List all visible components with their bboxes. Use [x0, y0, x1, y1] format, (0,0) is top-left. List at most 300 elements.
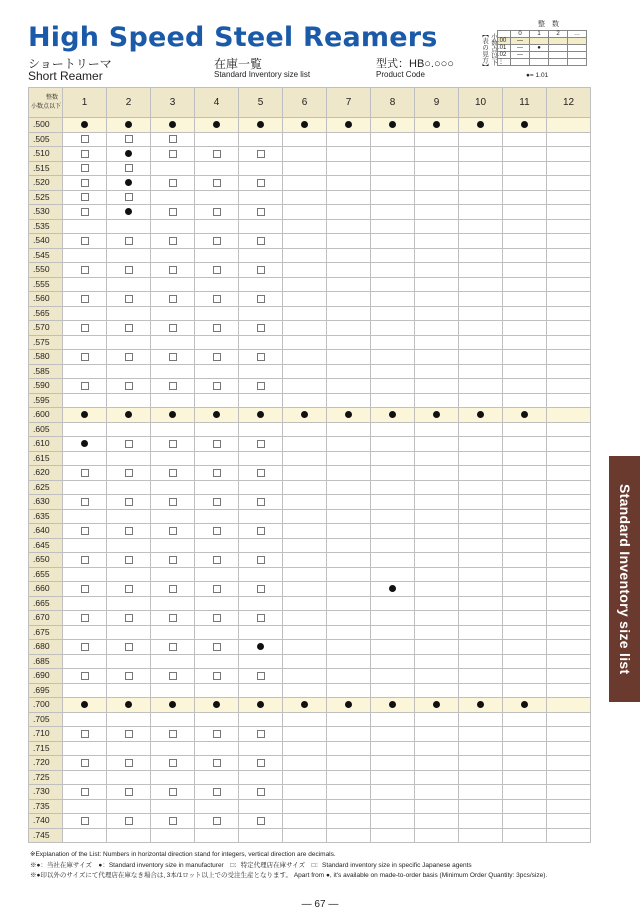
- table-cell: [327, 495, 371, 510]
- table-cell: [371, 770, 415, 785]
- row-decimal-label: .670: [29, 611, 63, 626]
- table-cell: [415, 524, 459, 539]
- table-row: [29, 147, 591, 162]
- table-cell: [107, 263, 151, 278]
- table-cell: [547, 741, 591, 756]
- legend-cell: [549, 59, 568, 66]
- note-explanation: ※Explanation of the List: Numbers in horizontal direction stand for integers, vertical direction are decimals.: [30, 851, 336, 858]
- legend-cell: [549, 38, 568, 45]
- table-cell: [283, 379, 327, 394]
- legend-corner-cell: [498, 31, 511, 38]
- table-cell: [107, 306, 151, 321]
- table-cell: [547, 466, 591, 481]
- table-cell: [459, 321, 503, 336]
- table-cell: [107, 118, 151, 133]
- table-cell: [151, 205, 195, 220]
- table-row: [29, 263, 591, 278]
- table-cell: [459, 350, 503, 365]
- agent-stock-square-icon: [81, 150, 89, 158]
- agent-stock-square-icon: [125, 672, 133, 680]
- table-cell: [371, 727, 415, 742]
- table-cell: [327, 277, 371, 292]
- table-cell: [151, 727, 195, 742]
- table-cell: [503, 190, 547, 205]
- table-cell: [415, 321, 459, 336]
- table-cell: [459, 422, 503, 437]
- table-cell: [327, 118, 371, 133]
- table-cell: [503, 335, 547, 350]
- table-cell: [459, 466, 503, 481]
- table-cell: [371, 219, 415, 234]
- table-cell: [547, 321, 591, 336]
- agent-stock-square-icon: [169, 440, 177, 448]
- column-header-7: 7: [327, 88, 371, 118]
- table-cell: [503, 495, 547, 510]
- agent-stock-square-icon: [81, 237, 89, 245]
- table-cell: [239, 582, 283, 597]
- table-cell: [107, 756, 151, 771]
- table-cell: [107, 596, 151, 611]
- manufacturer-stock-dot-icon: [125, 179, 132, 186]
- table-cell: [415, 654, 459, 669]
- table-cell: [415, 234, 459, 249]
- table-cell: [195, 756, 239, 771]
- product-code-caption: Product Code: [376, 70, 425, 79]
- table-cell: [415, 379, 459, 394]
- row-decimal-label: .640: [29, 524, 63, 539]
- table-cell: [415, 451, 459, 466]
- agent-stock-square-icon: [257, 585, 265, 593]
- table-cell: [327, 538, 371, 553]
- row-decimal-label: .525: [29, 190, 63, 205]
- agent-stock-square-icon: [81, 324, 89, 332]
- table-cell: [107, 698, 151, 713]
- row-decimal-label: .725: [29, 770, 63, 785]
- table-cell: [151, 625, 195, 640]
- table-cell: [371, 799, 415, 814]
- table-cell: [371, 596, 415, 611]
- table-row: [29, 161, 591, 176]
- table-cell: [503, 451, 547, 466]
- table-cell: [371, 625, 415, 640]
- table-cell: [415, 712, 459, 727]
- table-cell: [503, 161, 547, 176]
- table-cell: [503, 596, 547, 611]
- row-decimal-label: .680: [29, 640, 63, 655]
- table-cell: [459, 625, 503, 640]
- table-cell: [459, 306, 503, 321]
- table-cell: [503, 219, 547, 234]
- table-cell: [459, 480, 503, 495]
- table-cell: [195, 741, 239, 756]
- table-cell: [239, 524, 283, 539]
- table-cell: [547, 596, 591, 611]
- table-cell: [63, 553, 107, 568]
- table-cell: [239, 393, 283, 408]
- table-cell: [503, 205, 547, 220]
- agent-stock-square-icon: [213, 643, 221, 651]
- table-cell: [283, 524, 327, 539]
- manufacturer-stock-dot-icon: [257, 643, 264, 650]
- table-cell: [283, 248, 327, 263]
- table-cell: [239, 814, 283, 829]
- table-row: [29, 234, 591, 249]
- legend-row: [498, 38, 587, 45]
- table-cell: [459, 263, 503, 278]
- table-cell: [371, 611, 415, 626]
- manufacturer-stock-dot-icon: [521, 411, 528, 418]
- table-cell: [415, 727, 459, 742]
- table-cell: [547, 799, 591, 814]
- table-cell: [371, 422, 415, 437]
- table-cell: [415, 611, 459, 626]
- table-cell: [151, 408, 195, 423]
- agent-stock-square-icon: [169, 527, 177, 535]
- table-row: [29, 176, 591, 191]
- table-cell: [327, 147, 371, 162]
- table-cell: [415, 814, 459, 829]
- table-cell: [239, 161, 283, 176]
- table-cell: [547, 727, 591, 742]
- table-cell: [283, 466, 327, 481]
- inventory-label-english: Standard Inventory size list: [214, 70, 311, 79]
- row-decimal-label: .685: [29, 654, 63, 669]
- table-row: [29, 350, 591, 365]
- agent-stock-square-icon: [213, 353, 221, 361]
- table-cell: [459, 712, 503, 727]
- agent-stock-square-icon: [213, 788, 221, 796]
- table-cell: [239, 669, 283, 684]
- table-cell: [195, 263, 239, 278]
- table-cell: [415, 292, 459, 307]
- table-cell: [239, 741, 283, 756]
- table-cell: [151, 712, 195, 727]
- row-decimal-label: .665: [29, 596, 63, 611]
- agent-stock-square-icon: [169, 643, 177, 651]
- legend-col-header: …: [568, 31, 587, 38]
- table-cell: [195, 176, 239, 191]
- table-cell: [503, 509, 547, 524]
- table-cell: [415, 248, 459, 263]
- table-cell: [415, 596, 459, 611]
- table-cell: [63, 466, 107, 481]
- table-cell: [459, 393, 503, 408]
- table-cell: [107, 582, 151, 597]
- table-cell: [195, 828, 239, 843]
- table-cell: [239, 437, 283, 452]
- table-cell: [371, 669, 415, 684]
- table-cell: [151, 350, 195, 365]
- table-cell: [63, 364, 107, 379]
- table-cell: [503, 654, 547, 669]
- table-cell: [63, 509, 107, 524]
- table-cell: [415, 422, 459, 437]
- table-cell: [503, 698, 547, 713]
- table-cell: [239, 234, 283, 249]
- table-cell: [63, 132, 107, 147]
- table-cell: [503, 712, 547, 727]
- agent-stock-square-icon: [213, 208, 221, 216]
- table-row: [29, 422, 591, 437]
- table-cell: [371, 538, 415, 553]
- table-cell: [327, 567, 371, 582]
- agent-stock-square-icon: [213, 382, 221, 390]
- table-cell: [239, 640, 283, 655]
- manufacturer-stock-dot-icon: [521, 121, 528, 128]
- table-cell: [371, 480, 415, 495]
- table-row: [29, 669, 591, 684]
- table-cell: [459, 292, 503, 307]
- table-cell: [239, 799, 283, 814]
- table-cell: [503, 408, 547, 423]
- table-cell: [283, 350, 327, 365]
- table-cell: [151, 596, 195, 611]
- row-decimal-label: .595: [29, 393, 63, 408]
- row-decimal-label: .565: [29, 306, 63, 321]
- table-cell: [503, 393, 547, 408]
- table-cell: [283, 219, 327, 234]
- table-cell: [107, 451, 151, 466]
- table-cell: [239, 277, 283, 292]
- table-row: [29, 785, 591, 800]
- table-cell: [151, 234, 195, 249]
- manufacturer-stock-dot-icon: [81, 701, 88, 708]
- table-cell: [195, 640, 239, 655]
- table-cell: [283, 683, 327, 698]
- table-cell: [547, 756, 591, 771]
- table-cell: [107, 161, 151, 176]
- table-cell: [415, 495, 459, 510]
- table-cell: [107, 248, 151, 263]
- table-cell: [547, 379, 591, 394]
- table-cell: [327, 669, 371, 684]
- table-cell: [415, 147, 459, 162]
- table-cell: [151, 379, 195, 394]
- table-cell: [371, 698, 415, 713]
- table-cell: [327, 553, 371, 568]
- agent-stock-square-icon: [169, 498, 177, 506]
- table-cell: [371, 306, 415, 321]
- row-decimal-label: .620: [29, 466, 63, 481]
- table-cell: [107, 495, 151, 510]
- table-cell: [151, 698, 195, 713]
- table-cell: [371, 466, 415, 481]
- agent-stock-square-icon: [213, 266, 221, 274]
- table-cell: [63, 408, 107, 423]
- table-cell: [151, 466, 195, 481]
- table-cell: [371, 814, 415, 829]
- table-cell: [459, 654, 503, 669]
- table-cell: [459, 118, 503, 133]
- row-decimal-label: .545: [29, 248, 63, 263]
- row-decimal-label: .730: [29, 785, 63, 800]
- table-cell: [547, 219, 591, 234]
- table-cell: [107, 234, 151, 249]
- row-decimal-label: .690: [29, 669, 63, 684]
- table-row: [29, 814, 591, 829]
- table-cell: [459, 727, 503, 742]
- table-cell: [459, 219, 503, 234]
- table-cell: [107, 712, 151, 727]
- table-row: [29, 524, 591, 539]
- column-header-11: 11: [503, 88, 547, 118]
- table-cell: [547, 292, 591, 307]
- manufacturer-stock-dot-icon: [521, 701, 528, 708]
- table-cell: [107, 132, 151, 147]
- table-cell: [459, 132, 503, 147]
- manufacturer-stock-dot-icon: [477, 411, 484, 418]
- table-cell: [547, 248, 591, 263]
- table-cell: [459, 161, 503, 176]
- table-cell: [503, 814, 547, 829]
- table-cell: [503, 364, 547, 379]
- agent-stock-square-icon: [125, 585, 133, 593]
- table-cell: [195, 625, 239, 640]
- table-cell: [547, 190, 591, 205]
- table-cell: [283, 814, 327, 829]
- table-row: [29, 292, 591, 307]
- table-row: [29, 437, 591, 452]
- table-cell: [503, 524, 547, 539]
- table-row: [29, 553, 591, 568]
- table-cell: [547, 683, 591, 698]
- table-cell: [459, 437, 503, 452]
- table-cell: [151, 524, 195, 539]
- table-cell: [371, 379, 415, 394]
- table-cell: [503, 538, 547, 553]
- legend-cell: ●: [530, 45, 549, 52]
- row-decimal-label: .575: [29, 335, 63, 350]
- agent-stock-square-icon: [169, 469, 177, 477]
- table-cell: [195, 669, 239, 684]
- table-cell: [503, 480, 547, 495]
- table-cell: [107, 466, 151, 481]
- table-cell: [107, 350, 151, 365]
- table-cell: [283, 335, 327, 350]
- table-cell: [327, 785, 371, 800]
- manufacturer-stock-dot-icon: [169, 411, 176, 418]
- row-decimal-label: .675: [29, 625, 63, 640]
- table-cell: [503, 553, 547, 568]
- agent-stock-square-icon: [257, 353, 265, 361]
- table-row: [29, 770, 591, 785]
- legend-cell: [568, 45, 587, 52]
- agent-stock-square-icon: [81, 179, 89, 187]
- agent-stock-square-icon: [81, 266, 89, 274]
- legend-note: ●= 1.01: [526, 72, 549, 79]
- row-decimal-label: .605: [29, 422, 63, 437]
- table-cell: [283, 263, 327, 278]
- table-cell: [327, 234, 371, 249]
- manufacturer-stock-dot-icon: [125, 411, 132, 418]
- table-cell: [371, 640, 415, 655]
- table-cell: [415, 176, 459, 191]
- table-row: [29, 205, 591, 220]
- table-cell: [195, 654, 239, 669]
- table-cell: [239, 828, 283, 843]
- manufacturer-stock-dot-icon: [345, 121, 352, 128]
- table-cell: [239, 770, 283, 785]
- agent-stock-square-icon: [125, 788, 133, 796]
- column-header-8: 8: [371, 88, 415, 118]
- table-cell: [415, 466, 459, 481]
- table-cell: [195, 799, 239, 814]
- table-row: [29, 248, 591, 263]
- agent-stock-square-icon: [257, 614, 265, 622]
- table-cell: [195, 785, 239, 800]
- table-cell: [283, 393, 327, 408]
- table-cell: [327, 582, 371, 597]
- table-cell: [547, 785, 591, 800]
- manufacturer-stock-dot-icon: [433, 121, 440, 128]
- table-row: [29, 828, 591, 843]
- legend-col-header: 0: [511, 31, 530, 38]
- agent-stock-square-icon: [257, 208, 265, 216]
- table-cell: [239, 480, 283, 495]
- table-cell: [283, 553, 327, 568]
- table-cell: [151, 741, 195, 756]
- table-cell: [503, 118, 547, 133]
- table-cell: [503, 147, 547, 162]
- table-cell: [63, 741, 107, 756]
- manufacturer-stock-dot-icon: [257, 701, 264, 708]
- table-cell: [327, 321, 371, 336]
- table-row: [29, 408, 591, 423]
- table-cell: [195, 567, 239, 582]
- table-cell: [327, 799, 371, 814]
- table-cell: [63, 495, 107, 510]
- table-cell: [239, 785, 283, 800]
- table-cell: [415, 480, 459, 495]
- table-cell: [503, 234, 547, 249]
- manufacturer-stock-dot-icon: [169, 701, 176, 708]
- table-cell: [371, 350, 415, 365]
- table-cell: [459, 756, 503, 771]
- column-header-3: 3: [151, 88, 195, 118]
- table-cell: [415, 161, 459, 176]
- table-cell: [503, 466, 547, 481]
- row-decimal-label: .715: [29, 741, 63, 756]
- table-cell: [547, 161, 591, 176]
- table-cell: [327, 654, 371, 669]
- row-decimal-label: .515: [29, 161, 63, 176]
- table-cell: [503, 741, 547, 756]
- table-cell: [151, 683, 195, 698]
- table-cell: [63, 814, 107, 829]
- table-cell: [547, 480, 591, 495]
- manufacturer-stock-dot-icon: [477, 701, 484, 708]
- table-row: [29, 727, 591, 742]
- table-row: [29, 118, 591, 133]
- table-cell: [283, 567, 327, 582]
- table-cell: [63, 480, 107, 495]
- agent-stock-square-icon: [213, 150, 221, 158]
- legend-cell: —: [511, 38, 530, 45]
- table-cell: [459, 582, 503, 597]
- table-cell: [63, 828, 107, 843]
- table-cell: [547, 350, 591, 365]
- table-cell: [107, 509, 151, 524]
- agent-stock-square-icon: [81, 469, 89, 477]
- table-cell: [371, 364, 415, 379]
- table-cell: [371, 190, 415, 205]
- legend-row: [498, 52, 587, 59]
- table-cell: [195, 480, 239, 495]
- agent-stock-square-icon: [213, 759, 221, 767]
- table-cell: [195, 538, 239, 553]
- table-row: [29, 277, 591, 292]
- table-cell: [283, 495, 327, 510]
